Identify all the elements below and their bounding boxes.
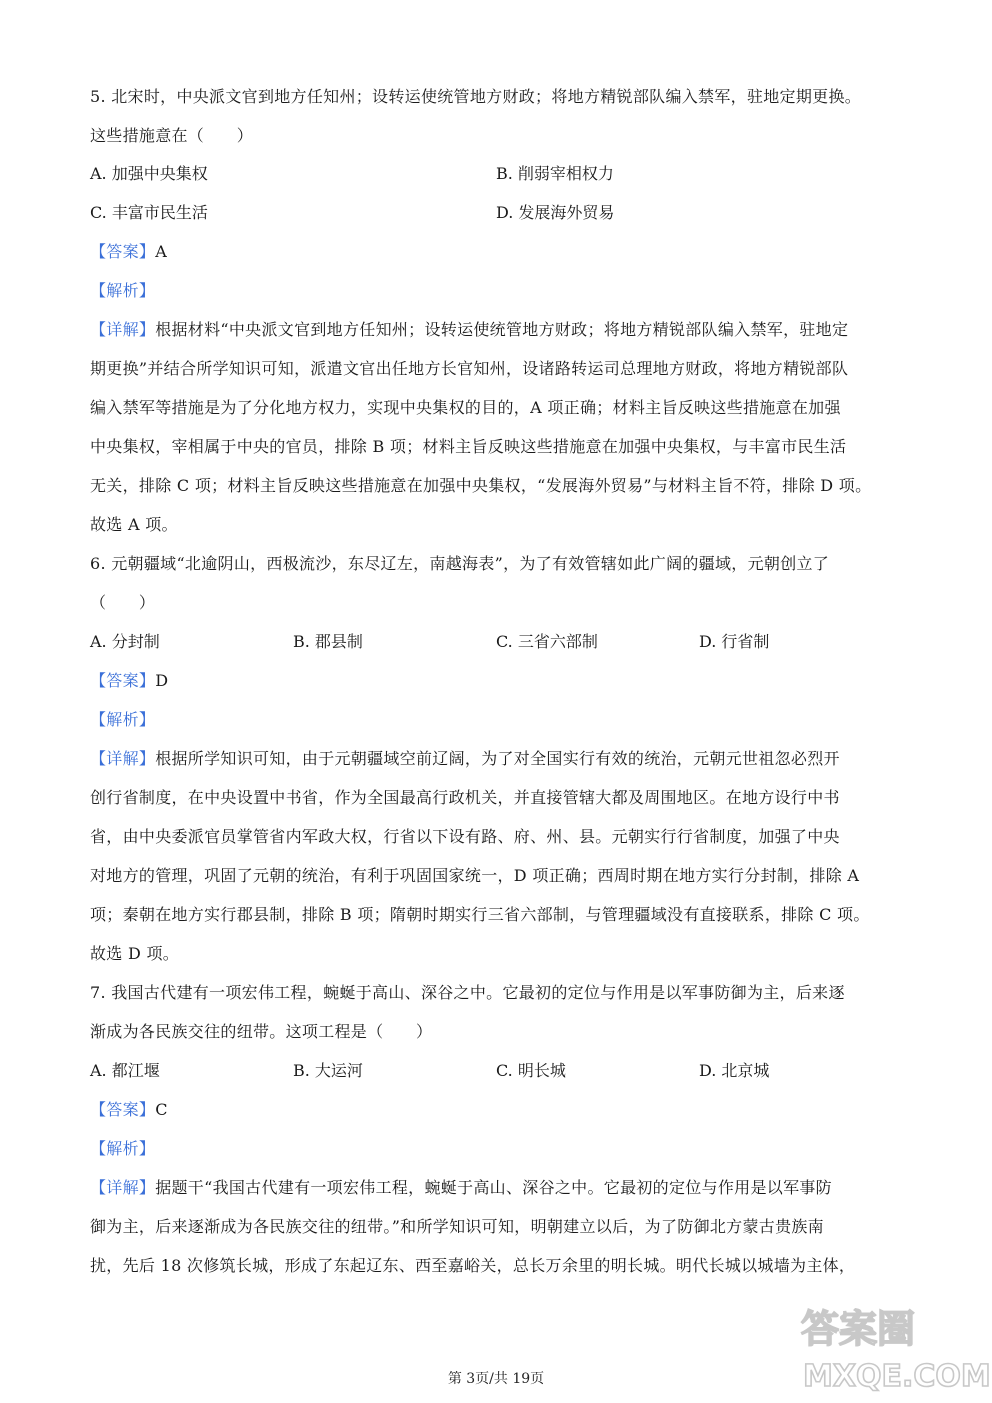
q6-stem-line1: 6. 元朝疆域“北逾阴山，西极流沙，东尽辽左，南越海表”，为了有效管辖如此广阔的疆域，元朝创立了	[90, 554, 830, 573]
q7-detail-line2: 御为主，后来逐渐成为各民族交往的纽带。”和所学知识可知，明朝建立以后，为了防御北方蒙古贵族南	[90, 1217, 824, 1236]
q5-option-a: A. 加强中央集权	[90, 164, 208, 183]
q7-option-c: C. 明长城	[496, 1061, 566, 1080]
q7-option-a: A. 都江堰	[90, 1061, 160, 1080]
q6-answer	[90, 670, 910, 692]
q5-stem-line1: 5. 北宋时，中央派文官到地方任知州；设转运使统管地方财政；将地方精锐部队编入禁军，驻地定期更换。	[90, 87, 862, 106]
q6-stem-line2: （ ）	[90, 593, 156, 612]
answer-value: A	[155, 242, 168, 261]
watermark-text-en: MXQE.COM	[803, 1359, 991, 1394]
q6-detail-line6: 故选 D 项。	[90, 944, 180, 963]
detail-text: 根据材料“中央派文官到地方任知州；设转运使统管地方财政；将地方精锐部队编入禁军，驻地定	[155, 320, 849, 339]
q5-detail-line5: 无关，排除 C 项；材料主旨反映这些措施意在加强中央集权，“发展海外贸易”与材料主旨不符，排除 D 项。	[90, 476, 872, 495]
q7-detail-line1	[90, 1177, 910, 1199]
detail-tag: 【详解】	[90, 320, 156, 339]
analysis-tag: 【解析】	[90, 281, 156, 300]
answer-tag: 【答案】	[90, 671, 156, 690]
q6-detail-line3: 省，由中央委派官员掌管省内军政大权，行省以下设有路、府、州、县。元朝实行行省制度，加强了中央	[90, 827, 840, 846]
q7-analysis	[90, 1138, 910, 1160]
q7-option-d: D. 北京城	[699, 1061, 770, 1080]
page-number: 第 3页/共 19页	[447, 1371, 545, 1387]
answer-value: C	[155, 1100, 168, 1119]
q5-detail-line4: 中央集权，宰相属于中央的官员，排除 B 项；材料主旨反映这些措施意在加强中央集权，与丰富市民生活	[90, 437, 847, 456]
q6-detail-line1	[90, 748, 910, 770]
detail-tag: 【详解】	[90, 749, 156, 768]
detail-text: 根据所学知识可知，由于元朝疆域空前辽阔，为了对全国实行有效的统治，元朝元世祖忽必烈开	[155, 749, 840, 768]
q6-detail-line5: 项；秦朝在地方实行郡县制，排除 B 项；隋朝时期实行三省六部制，与管理疆域没有直接联系，排除 C 项。	[90, 905, 870, 924]
q7-stem-line1: 7. 我国古代建有一项宏伟工程，蜿蜒于高山、深谷之中。它最初的定位与作用是以军事防御为主，后来逐	[90, 983, 845, 1002]
answer-tag: 【答案】	[90, 242, 156, 261]
q5-answer	[90, 241, 910, 263]
watermark-text-cn: 答案圈	[801, 1307, 916, 1351]
q6-detail-line4: 对地方的管理，巩固了元朝的统治，有利于巩固国家统一，D 项正确；西周时期在地方实行分封制，排除 A	[90, 866, 860, 885]
q5-detail-line1	[90, 319, 910, 341]
analysis-tag: 【解析】	[90, 1139, 156, 1158]
answer-value: D	[155, 671, 169, 690]
q5-stem-line2: 这些措施意在（ ）	[90, 126, 254, 145]
q7-option-b: B. 大运河	[293, 1061, 363, 1080]
detail-text: 据题干“我国古代建有一项宏伟工程，蜿蜒于高山、深谷之中。它最初的定位与作用是以军事防	[155, 1178, 832, 1197]
q6-detail-line2: 创行省制度，在中央设置中书省，作为全国最高行政机关，并直接管辖大都及周围地区。在地方设行中书	[90, 788, 840, 807]
q7-stem-line2: 渐成为各民族交往的纽带。这项工程是（ ）	[90, 1022, 433, 1041]
q5-detail-line6: 故选 A 项。	[90, 515, 178, 534]
q5-option-c: C. 丰富市民生活	[90, 203, 208, 222]
q6-analysis	[90, 709, 910, 731]
q5-option-b: B. 削弱宰相权力	[496, 164, 614, 183]
q7-answer	[90, 1099, 910, 1121]
q5-analysis	[90, 280, 910, 302]
q6-option-b: B. 郡县制	[293, 632, 363, 651]
q5-detail-line2: 期更换”并结合所学知识可知，派遣文官出任地方长官知州，设诸路转运司总理地方财政，将地方精锐部队	[90, 359, 849, 378]
answer-tag: 【答案】	[90, 1100, 156, 1119]
q5-detail-line3: 编入禁军等措施是为了分化地方权力，实现中央集权的目的，A 项正确；材料主旨反映这些措施意在加强	[90, 398, 841, 417]
analysis-tag: 【解析】	[90, 710, 156, 729]
q7-detail-line3: 扰，先后 18 次修筑长城，形成了东起辽东、西至嘉峪关，总长万余里的明长城。明代长城以城墙为主体，	[90, 1256, 856, 1275]
q6-option-c: C. 三省六部制	[496, 632, 598, 651]
q6-option-d: D. 行省制	[699, 632, 770, 651]
q5-option-d: D. 发展海外贸易	[496, 203, 615, 222]
watermark-logo	[795, 1300, 991, 1395]
q6-option-a: A. 分封制	[90, 632, 160, 651]
detail-tag: 【详解】	[90, 1178, 156, 1197]
